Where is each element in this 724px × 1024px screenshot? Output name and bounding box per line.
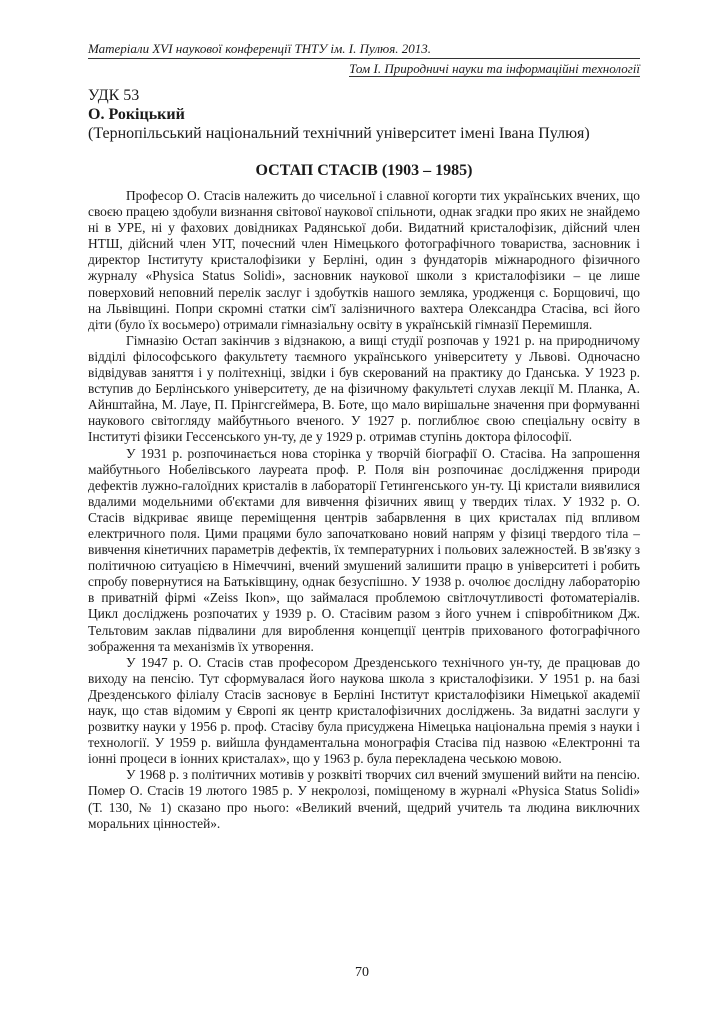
author-name: О. Рокіцький [88,106,185,123]
udk-code: УДК 53 [88,87,140,104]
affiliation: (Тернопільський національний технічний університет імені Івана Пулюя) [88,125,590,142]
article-meta [88,86,640,143]
paragraph-1: Професор О. Стасів належить до чисельної і славної когорти тих українських вчених, що своєю працею здобули визнання світової наукової спільноти, однак згадки про яких не знайдемо ні в УРЕ, ні у фахових довідниках Радянської доби. Видатний кристалофізик, дійсний член НТШ, дійсний член УІТ, почесний член Німецького фотографічного товариства, засновник і директор Інституту кристалофізики у Берліні, один з фундаторів міжнародного фізичного журналу «Physica Status Solidi», засновник наукової школи з кристалофізики – це лише поверховий неповний перелік заслуг і здобутків нашого земляка, уродженця с. Борщовичі, що на Львівщині. Попри скромні статки сім'ї залізничного вахтера Олександра Стасіва, всі його діти (було їх восьмеро) отримали гімназіальну освіту в українській гімназії Перемишля. [88,188,640,332]
article-body [88,188,640,832]
header-conference-line: Матеріали XVІ наукової конференції ТНТУ ім. І. Пулюя. 2013. [88,40,640,59]
page-number: 70 [355,965,369,980]
running-header [88,40,640,77]
paragraph-3: У 1931 р. розпочинається нова сторінка у творчій біографії О. Стасіва. На запрошення майбутнього Нобелівського лауреата проф. Р. Поля він розпочинає дослідження природи дефектів лужно-галоїдних кристалів в лабораторії Гетингенського ун-ту. Ці кристали виявилися вдалими модельними об'єктами для вивчення фізичних явищ у твердих тілах. У 1932 р. О. Стасів відкриває явище переміщення центрів забарвлення в цих кристалах під впливом електричного поля. Цими працями було започатковано новий напрям у фізиці твердого тіла – вивчення кінетичних параметрів дефектів, їх температурних і польових залежностей. В зв'язку з політичною ситуацією в Німеччині, вчений змушений залишити працю в університеті і робить спробу повернутися на Батьківщину, однак безуспішно. У 1938 р. очолює дослідну лабораторію в приватній фірмі «Zeiss Ikon», що займалася проблемою світлочутливості фотоматеріалів. Цикл досліджень розпочатих у 1939 р. О. Стасівим разом з його учнем і співробітником Дж. Тельтовим заклав підвалини для вироблення концепції центрів прихованого фотографічного зображення та механізмів їх утворення. [88,445,640,654]
header-volume-text: Том І. Природничі науки та інформаційні технології [349,61,640,76]
article-title: ОСТАП СТАСІВ (1903 – 1985) [255,162,473,179]
paragraph-4: У 1947 р. О. Стасів став професором Дрезденського технічного ун-ту, де працював до виходу на пенсію. Тут сформувалася його наукова школа з кристалофізики. У 1951 р. на базі Дрезденського філіалу Стасів засновує в Берліні Інститут кристалофізики Німецької академії наук, що став відомим у Європі як центр кристалофізичних досліджень. За видатні заслуги у розвитку науки у 1956 р. проф. Стасіву була присуджена Німецька національна премія з науки і технології. У 1959 р. вийшла фундаментальна монографія Стасіва під назвою «Електронні та іонні процеси в іонних кристалах», що у 1963 р. була перекладена чеською мовою. [88,654,640,767]
header-volume-line [88,59,640,77]
paragraph-2: Гімназію Остап закінчив з відзнакою, а вищі студії розпочав у 1921 р. на природничому відділі філософського факультету таємного українського університету у Львові. Одночасно відвідував заняття і у політехніці, звідки і був скерований на практику до Гданська. У 1923 р. вступив до Берлінського університету, де на фізичному факультеті слухав лекції М. Планка, А. Айнштайна, М. Лауе, П. Прінгсгеймера, В. Боте, що мало вирішальне значення при формуванні наукового світогляду майбутнього вченого. У 1927 р. поглиблює свою спеціальну освіту в Інституті фізики Гессенського ун-ту, де у 1929 р. отримав ступінь доктора філософії. [88,332,640,445]
paragraph-5: У 1968 р. з політичних мотивів у розквіті творчих сил вчений змушений вийти на пенсію. Помер О. Стасів 19 лютого 1985 р. У некролозі, поміщеному в журналі «Physica Status Solidi» (Т. 130, № 1) сказано про нього: «Великий вчений, щедрий учитель та людина виключних моральних цінностей». [88,767,640,831]
